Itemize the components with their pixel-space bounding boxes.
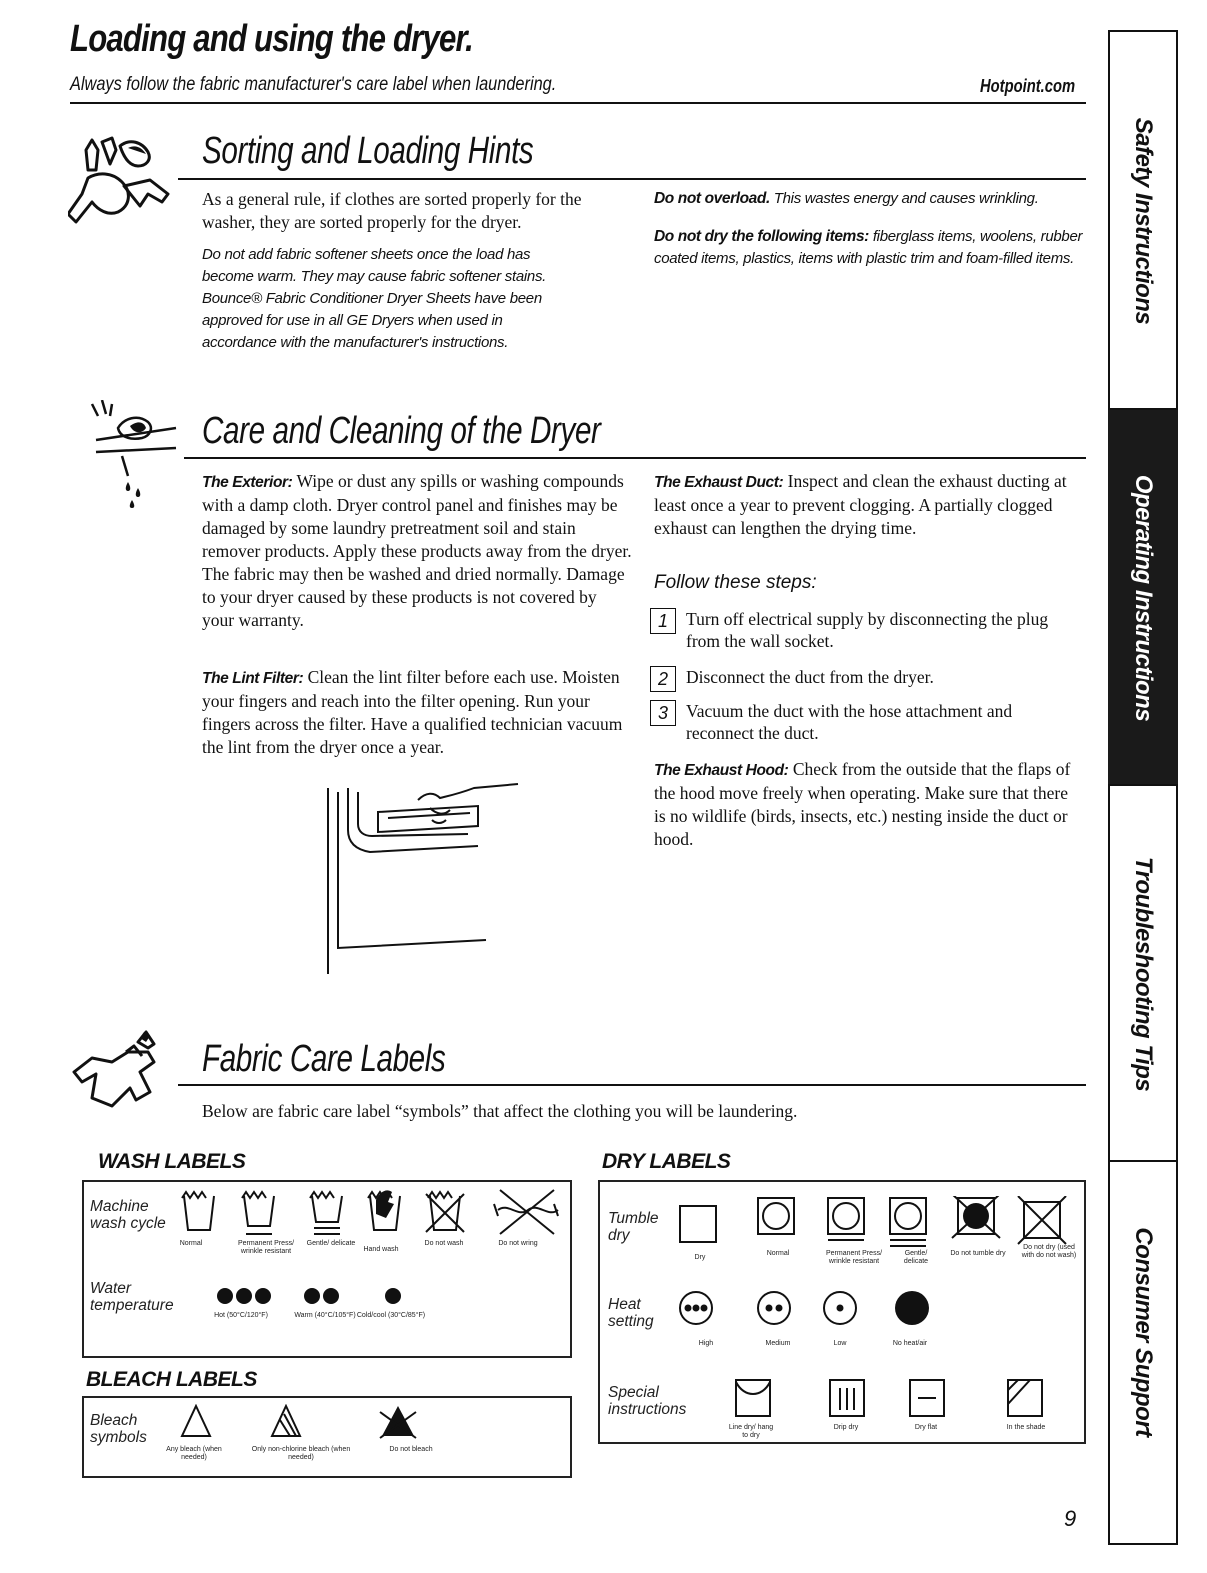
wash-cycle-label: Machine wash cycle xyxy=(90,1198,166,1232)
dry-icon xyxy=(680,1206,716,1242)
special-instructions-label: Special instructions xyxy=(608,1384,687,1418)
site-url: Hotpoint.com xyxy=(980,76,1076,96)
step-item xyxy=(650,608,1082,654)
shirt-icon xyxy=(66,1026,186,1126)
tumble-caption: Gentle/ delicate xyxy=(903,1250,929,1265)
overload-text: This wastes energy and causes wrinkling. xyxy=(773,190,1039,207)
sorting-rule xyxy=(178,178,1086,180)
do-not-bleach-icon xyxy=(382,1406,414,1436)
tumble-caption: Permanent Press/ wrinkle resistant xyxy=(825,1250,883,1265)
no-dry-note xyxy=(654,226,1084,270)
clothes-icon xyxy=(68,128,178,238)
softener-note xyxy=(202,244,622,354)
special-caption: Line dry/ hang to dry xyxy=(728,1424,774,1439)
wash-caption: Gentle/ delicate xyxy=(306,1240,356,1247)
bleach-symbols xyxy=(180,1404,440,1440)
water-temp-label: Water temperature xyxy=(90,1280,174,1314)
exterior-paragraph xyxy=(202,470,632,632)
exhaust-duct-text: Inspect and clean the exhaust ducting at least once a year to prevent clogging. A partially clogged exhaust can lengthen the drying time. xyxy=(654,471,1067,538)
exterior-text: Wipe or dust any spills or washing compounds with a damp cloth. Dryer control panel and finishes may be damaged by some laundry pretreatment soil and stain remover products. Apply these products away from the dryer. The fabric may then be washed and dried normally. Damage to your dryer caused by these products is not covered by your warranty. xyxy=(202,471,632,630)
step-item xyxy=(650,666,1082,692)
softener-note-line: Bounce® Fabric Conditioner Dryer Sheets have been xyxy=(202,290,542,307)
step-text: Vacuum the duct with the hose attachment and reconnect the duct. xyxy=(686,701,1013,743)
exhaust-duct-paragraph xyxy=(654,470,1084,540)
tab-consumer-support[interactable] xyxy=(1108,1160,1178,1502)
special-instructions-symbols xyxy=(734,1376,1050,1420)
heat-setting-symbols xyxy=(676,1288,946,1328)
special-caption: Drip dry xyxy=(833,1424,859,1431)
wash-permanent-press-icon xyxy=(242,1192,274,1234)
wash-cycle-symbols xyxy=(180,1186,560,1246)
tab-label: Operating Instructions xyxy=(1130,474,1157,722)
bleach-label: Bleach symbols xyxy=(90,1412,147,1446)
tumble-dry-label: Tumble dry xyxy=(608,1210,659,1244)
sorting-paragraph: As a general rule, if clothes are sorted properly for the washer, they are sorted properly for the dryer. xyxy=(202,189,582,232)
exhaust-hood-paragraph xyxy=(654,758,1084,851)
heat-caption: Low xyxy=(833,1340,847,1347)
overload-lead: Do not overload. xyxy=(654,190,770,207)
softener-note-line: become warm. They may cause fabric softener stains. xyxy=(202,268,547,285)
exhaust-duct-lead: The Exhaust Duct: xyxy=(654,474,784,491)
step-text: Turn off electrical supply by disconnecting the plug from the wall socket. xyxy=(686,609,1049,651)
tab-troubleshooting[interactable] xyxy=(1108,784,1178,1162)
wash-caption: Hand wash xyxy=(363,1246,399,1253)
softener-note-line: approved for use in all GE Dryers when used in xyxy=(202,312,503,329)
do-not-wash-icon xyxy=(426,1192,464,1232)
step-number: 2 xyxy=(650,666,676,692)
tab-label: Consumer Support xyxy=(1130,1227,1157,1437)
wash-normal-icon xyxy=(182,1192,214,1230)
section-title-sorting: Sorting and Loading Hints xyxy=(202,130,534,172)
fabric-rule xyxy=(178,1084,1086,1086)
dry-labels-heading: DRY LABELS xyxy=(602,1150,731,1173)
exhaust-hood-lead: The Exhaust Hood: xyxy=(654,762,789,779)
temp-caption: Cold/cool (30°C/85°F) xyxy=(356,1312,426,1319)
wash-caption: Normal xyxy=(179,1240,203,1247)
wash-gentle-icon xyxy=(310,1192,342,1234)
cleaning-icon xyxy=(88,400,188,510)
medium-heat-icon xyxy=(758,1292,790,1324)
page-subtitle: Always follow the fabric manufacturer's care label when laundering. xyxy=(70,74,557,95)
tumble-dry-symbols xyxy=(678,1196,1076,1252)
tumble-caption: Normal xyxy=(766,1250,790,1257)
non-chlorine-bleach-icon xyxy=(272,1406,300,1436)
step-item xyxy=(650,700,1082,746)
do-not-wring-icon xyxy=(494,1190,558,1234)
temp-caption: Warm (40°C/105°F) xyxy=(294,1312,356,1319)
header-rule xyxy=(70,102,1086,104)
wash-caption: Permanent Press/ wrinkle resistant xyxy=(237,1240,295,1255)
water-temp-dots xyxy=(216,1284,416,1308)
tumble-caption: Do not tumble dry xyxy=(950,1250,1006,1257)
page-title: Loading and using the dryer. xyxy=(70,18,473,60)
lint-filter-lead: The Lint Filter: xyxy=(202,670,304,687)
tab-label: Safety Instructions xyxy=(1130,117,1157,325)
overload-note xyxy=(654,188,1084,210)
any-bleach-icon xyxy=(182,1406,210,1436)
softener-note-line: Do not add fabric softener sheets once the load has xyxy=(202,246,531,263)
lint-filter-text: Clean the lint filter before each use. Moisten your fingers and reach into the filter opening. Run your fingers across the filter. Have a qualified technician vacuum the lint from the dryer once a year. xyxy=(202,667,623,757)
bleach-caption: Do not bleach xyxy=(389,1446,433,1453)
bleach-caption: Any bleach (when needed) xyxy=(166,1446,222,1461)
heat-caption: Medium xyxy=(765,1340,791,1347)
no-dry-lead: Do not dry the following items: xyxy=(654,228,869,245)
tab-label: Troubleshooting Tips xyxy=(1130,856,1157,1092)
no-dry-text: fiberglass items, woolens, rubber coated items, plastics, items with plastic trim and foam-filled items. xyxy=(654,228,1083,267)
lint-filter-paragraph xyxy=(202,666,632,759)
tab-safety[interactable] xyxy=(1108,30,1178,410)
wash-labels-heading: WASH LABELS xyxy=(98,1150,246,1173)
bleach-caption: Only non-chlorine bleach (when needed) xyxy=(251,1446,351,1461)
wash-caption: Do not wash xyxy=(424,1240,464,1247)
tumble-caption: Dry xyxy=(694,1254,706,1261)
heat-caption: High xyxy=(698,1340,714,1347)
bleach-labels-heading: BLEACH LABELS xyxy=(86,1368,257,1391)
heat-setting-label: Heat setting xyxy=(608,1296,654,1330)
exterior-lead: The Exterior: xyxy=(202,474,293,491)
steps-heading: Follow these steps: xyxy=(654,572,817,593)
special-caption: Dry flat xyxy=(914,1424,938,1431)
wash-caption: Do not wring xyxy=(498,1240,538,1247)
exhaust-hood-text: Check from the outside that the flaps of the hood move freely when operating. Make sure that there is no wildlife (birds, insects, etc.) nesting inside the duct or hood. xyxy=(654,759,1071,849)
care-rule xyxy=(184,457,1086,459)
section-title-care: Care and Cleaning of the Dryer xyxy=(202,410,601,452)
softener-note-line: accordance with the manufacturer's instructions. xyxy=(202,334,509,351)
page-number: 9 xyxy=(1064,1506,1077,1531)
tab-operating[interactable] xyxy=(1108,408,1178,786)
temp-caption: Hot (50°C/120°F) xyxy=(214,1312,268,1319)
no-heat-icon xyxy=(895,1291,929,1325)
line-dry-icon xyxy=(736,1380,770,1416)
step-text: Disconnect the duct from the dryer. xyxy=(686,667,934,687)
step-number: 3 xyxy=(650,700,676,726)
fabric-intro: Below are fabric care label “symbols” that affect the clothing you will be laundering. xyxy=(202,1101,798,1121)
heat-caption: No heat/air xyxy=(892,1340,928,1347)
step-number: 1 xyxy=(650,608,676,634)
section-title-fabric: Fabric Care Labels xyxy=(202,1038,446,1080)
tumble-caption: Do not dry (used with do not wash) xyxy=(1021,1244,1077,1259)
special-caption: In the shade xyxy=(1006,1424,1046,1431)
lint-filter-illustration xyxy=(318,778,528,978)
